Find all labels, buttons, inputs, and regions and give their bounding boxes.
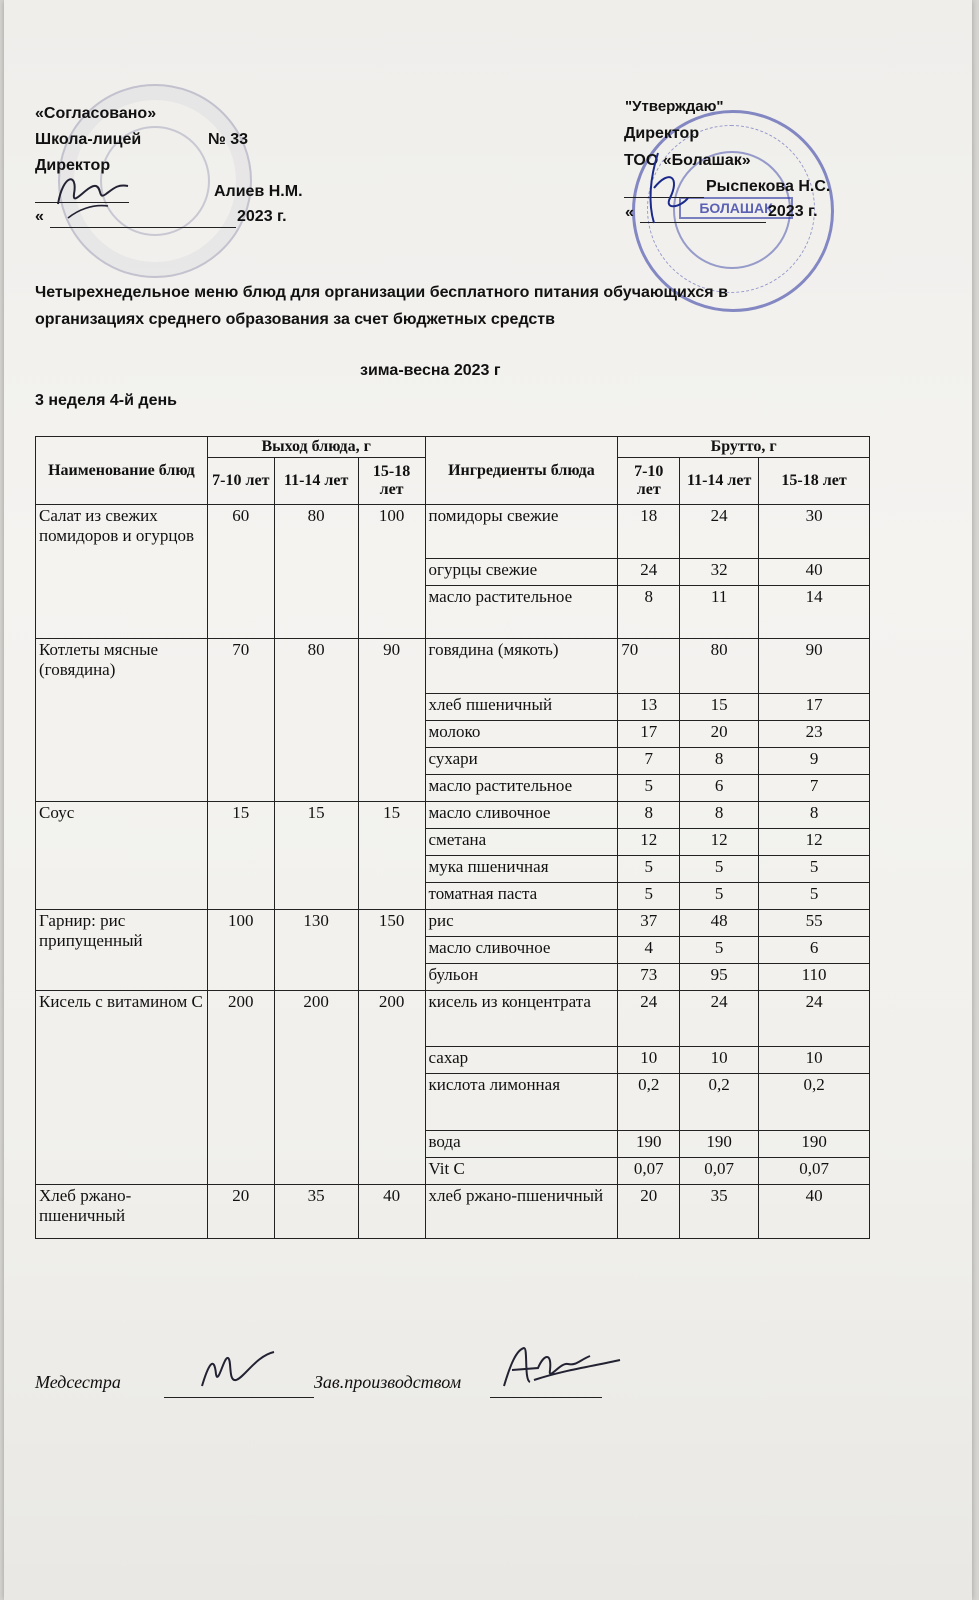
header-yield-age-3: 15-18 лет [358,458,425,505]
approval-left-date-prefix: « [35,208,44,225]
ingredient-gross-3: 12 [759,829,870,856]
ingredient-name: Vit C [425,1158,618,1185]
ingredient-gross-1: 24 [618,991,680,1047]
ingredient-gross-1: 5 [618,883,680,910]
header-gross-age-1: 7-10 лет [618,458,680,505]
dish-name: Соус [36,802,208,910]
ingredient-gross-1: 13 [618,694,680,721]
ingredient-gross-1: 73 [618,964,680,991]
ingredient-name: сахар [425,1047,618,1074]
heading-line-1: Четырехнедельное меню блюд для организации бесплатного питания обучающихся в [35,284,728,301]
approval-right-date: 2023 г. [768,203,818,220]
dish-name: Гарнир: рис припущенный [36,910,208,991]
ingredient-gross-2: 12 [680,829,759,856]
ingredient-gross-3: 110 [759,964,870,991]
ingredient-gross-2: 95 [680,964,759,991]
header-yield-age-1: 7-10 лет [207,458,274,505]
ingredient-gross-2: 11 [680,586,759,639]
dish-yield-3: 90 [358,639,425,802]
dish-name: Хлеб ржано-пшеничный [36,1185,208,1239]
ingredient-name: молоко [425,721,618,748]
approval-left-role: Директор [35,157,111,174]
header-yield: Выход блюда, г [207,437,425,458]
ingredient-gross-1: 10 [618,1047,680,1074]
ingredient-name: кисель из концентрата [425,991,618,1047]
ingredient-gross-3: 40 [759,559,870,586]
header-gross-age-3: 15-18 лет [759,458,870,505]
approval-right-name: Рыспекова Н.С. [706,178,831,195]
ingredient-gross-2: 5 [680,937,759,964]
ingredient-gross-1: 8 [618,802,680,829]
ingredient-gross-3: 5 [759,856,870,883]
dish-yield-3: 15 [358,802,425,910]
dish-yield-2: 130 [274,910,358,991]
ingredient-gross-3: 55 [759,910,870,937]
ingredient-name: масло сливочное [425,802,618,829]
ingredient-gross-1: 0,2 [618,1074,680,1131]
ingredient-gross-1: 17 [618,721,680,748]
ingredient-gross-2: 8 [680,748,759,775]
approval-right-date-prefix: « [625,204,634,221]
dish-yield-2: 35 [274,1185,358,1239]
ingredient-gross-1: 4 [618,937,680,964]
ingredient-gross-2: 8 [680,802,759,829]
dish-yield-3: 200 [358,991,425,1185]
approval-left-name: Алиев Н.М. [214,183,303,200]
ingredient-gross-1: 70 [618,639,680,694]
document-sheet [4,0,972,1600]
approval-right-role: Директор [624,125,700,142]
ingredient-name: бульон [425,964,618,991]
ingredient-gross-3: 8 [759,802,870,829]
ingredient-name: масло растительное [425,775,618,802]
ingredient-gross-2: 190 [680,1131,759,1158]
seal-center-text: БОЛАШАК [679,197,793,219]
dish-yield-3: 40 [358,1185,425,1239]
ingredient-gross-1: 24 [618,559,680,586]
approval-right-title: "Утверждаю" [625,98,724,115]
ingredient-gross-1: 7 [618,748,680,775]
dish-yield-3: 150 [358,910,425,991]
ingredient-gross-2: 0,2 [680,1074,759,1131]
dish-yield-1: 70 [207,639,274,802]
ingredient-gross-3: 30 [759,505,870,559]
ingredient-name: масло сливочное [425,937,618,964]
ingredient-gross-2: 20 [680,721,759,748]
production-head-signature [494,1340,624,1396]
approval-left-school: Школа-лицей [35,131,142,148]
ingredient-gross-3: 0,2 [759,1074,870,1131]
ingredient-name: рис [425,910,618,937]
ingredient-gross-2: 35 [680,1185,759,1239]
ingredient-gross-3: 0,07 [759,1158,870,1185]
header-ingredients: Ингредиенты блюда [425,437,618,505]
dish-yield-2: 80 [274,505,358,639]
ingredient-gross-1: 12 [618,829,680,856]
dish-yield-2: 80 [274,639,358,802]
header-dish: Наименование блюд [36,437,208,505]
ingredient-gross-2: 5 [680,883,759,910]
approval-left-date: 2023 г. [237,208,287,225]
director-right-signature [640,148,700,228]
ingredient-gross-2: 24 [680,505,759,559]
dish-yield-1: 200 [207,991,274,1185]
ingredient-name: мука пшеничная [425,856,618,883]
ingredient-gross-2: 24 [680,991,759,1047]
menu-table [35,436,870,1239]
ingredient-gross-2: 10 [680,1047,759,1074]
ingredient-gross-2: 0,07 [680,1158,759,1185]
dish-yield-2: 200 [274,991,358,1185]
header-yield-age-2: 11-14 лет [274,458,358,505]
ingredient-gross-3: 9 [759,748,870,775]
ingredient-gross-1: 5 [618,775,680,802]
ingredient-gross-2: 6 [680,775,759,802]
ingredient-gross-3: 14 [759,586,870,639]
ingredient-gross-3: 17 [759,694,870,721]
dish-name: Кисель с витамином С [36,991,208,1185]
ingredient-gross-3: 190 [759,1131,870,1158]
heading-season: зима-весна 2023 г [360,362,501,379]
dish-yield-3: 100 [358,505,425,639]
heading-line-2: организациях среднего образования за счет бюджетных средств [35,311,555,328]
ingredient-name: кислота лимонная [425,1074,618,1131]
nurse-signature [194,1346,284,1396]
approval-left-date-line [50,227,236,228]
dish-name: Салат из свежих помидоров и огурцов [36,505,208,639]
ingredient-name: помидоры свежие [425,505,618,559]
dish-yield-2: 15 [274,802,358,910]
footer-nurse-line [164,1397,314,1398]
ingredient-gross-3: 23 [759,721,870,748]
ingredient-gross-1: 5 [618,856,680,883]
director-left-signature [48,164,138,226]
dish-yield-1: 20 [207,1185,274,1239]
ingredient-gross-2: 80 [680,639,759,694]
header-gross: Брутто, г [618,437,870,458]
ingredient-gross-2: 32 [680,559,759,586]
ingredient-name: сухари [425,748,618,775]
ingredient-gross-3: 7 [759,775,870,802]
ingredient-gross-3: 40 [759,1185,870,1239]
heading-day: 3 неделя 4-й день [35,392,177,409]
approval-right-org: ТОО «Болашак» [624,152,751,169]
footer-nurse-label: Медсестра [35,1372,121,1392]
ingredient-gross-3: 90 [759,639,870,694]
ingredient-name: масло растительное [425,586,618,639]
ingredient-gross-1: 8 [618,586,680,639]
ingredient-name: томатная паста [425,883,618,910]
dish-name: Котлеты мясные (говядина) [36,639,208,802]
approval-left-school-number: № 33 [208,131,249,148]
approval-left-title: «Согласовано» [35,105,157,122]
ingredient-gross-1: 190 [618,1131,680,1158]
ingredient-gross-3: 24 [759,991,870,1047]
ingredient-gross-2: 5 [680,856,759,883]
ingredient-name: хлеб ржано-пшеничный [425,1185,618,1239]
ingredient-gross-1: 18 [618,505,680,559]
ingredient-name: сметана [425,829,618,856]
ingredient-gross-3: 5 [759,883,870,910]
header-gross-age-2: 11-14 лет [680,458,759,505]
ingredient-gross-2: 48 [680,910,759,937]
dish-yield-1: 100 [207,910,274,991]
ingredient-gross-1: 0,07 [618,1158,680,1185]
dish-yield-1: 60 [207,505,274,639]
dish-yield-1: 15 [207,802,274,910]
ingredient-gross-1: 20 [618,1185,680,1239]
ingredient-name: огурцы свежие [425,559,618,586]
footer-production-line [490,1397,602,1398]
footer-production-label: Зав.производством [314,1372,462,1392]
ingredient-gross-3: 10 [759,1047,870,1074]
ingredient-gross-1: 37 [618,910,680,937]
ingredient-gross-2: 15 [680,694,759,721]
ingredient-name: вода [425,1131,618,1158]
ingredient-name: хлеб пшеничный [425,694,618,721]
ingredient-gross-3: 6 [759,937,870,964]
ingredient-name: говядина (мякоть) [425,639,618,694]
